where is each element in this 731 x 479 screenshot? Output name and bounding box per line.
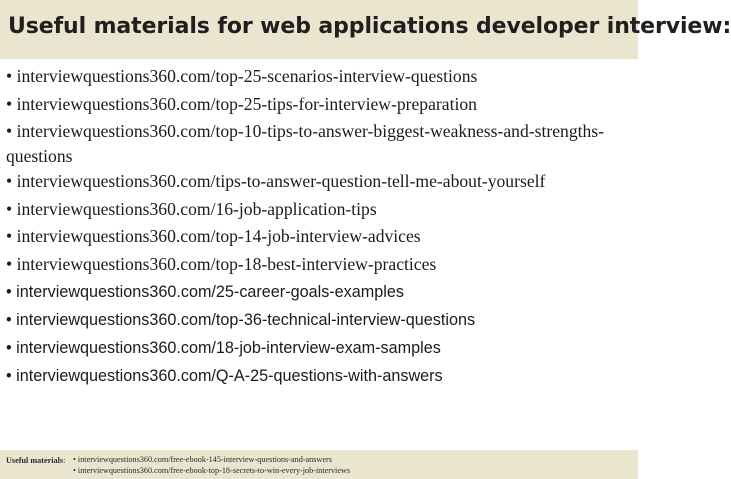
bullet-icon: • — [73, 455, 76, 464]
list-item-link[interactable]: interviewquestions360.com/top-18-best-interview-practices — [16, 253, 437, 274]
list-item-link[interactable]: interviewquestions360.com/top-25-tips-for-interview-preparation — [16, 93, 477, 114]
bullet-icon: • — [6, 311, 12, 329]
bullet-icon: • — [6, 93, 13, 114]
footer-label — [6, 456, 65, 465]
bullet-icon: • — [6, 253, 13, 274]
list-item-link[interactable]: interviewquestions360.com/16-job-application-tips — [16, 198, 377, 219]
bullet-icon: • — [6, 171, 13, 191]
list-item-link[interactable]: interviewquestions360.com/Q-A-25-questions-with-answers — [16, 367, 443, 385]
bullet-icon: • — [6, 121, 13, 141]
list-item-link[interactable]: interviewquestions360.com/top-10-tips-to-answer-biggest-weakness-and-strengths-questions — [6, 121, 605, 166]
list-item[interactable] — [0, 197, 630, 225]
bullet-icon: • — [6, 339, 12, 357]
list-item[interactable] — [0, 224, 630, 252]
list-item[interactable] — [0, 280, 630, 308]
list-item-link[interactable]: interviewquestions360.com/tips-to-answer-question-tell-me-about-yourself — [16, 171, 546, 191]
bullet-icon: • — [73, 465, 76, 475]
list-item-link[interactable]: interviewquestions360.com/25-career-goals-examples — [16, 283, 404, 301]
footer-colon: : — [63, 456, 66, 465]
footer-link-item[interactable] — [73, 455, 350, 466]
list-item[interactable] — [0, 92, 630, 120]
footer-links — [73, 455, 350, 476]
list-item[interactable] — [0, 364, 630, 392]
bullet-icon: • — [6, 226, 13, 246]
footer-band — [0, 450, 638, 479]
list-item[interactable] — [0, 169, 630, 197]
list-item-link[interactable]: interviewquestions360.com/top-25-scenarios-interview-questions — [16, 66, 478, 86]
list-item[interactable] — [0, 64, 630, 92]
footer-label-text: Useful materials — [6, 456, 64, 465]
list-item[interactable] — [0, 119, 630, 169]
list-item-link[interactable]: interviewquestions360.com/18-job-interview-exam-samples — [16, 339, 441, 357]
title-band — [0, 0, 731, 59]
slide-title: Useful materials for web applications developer interview: — [8, 14, 731, 39]
bullet-icon: • — [6, 283, 12, 301]
footer-link-item[interactable] — [73, 466, 350, 477]
footer-link[interactable]: interviewquestions360.com/free-ebook-145-interview-questions-and-answers — [77, 455, 332, 464]
list-item[interactable] — [0, 308, 630, 336]
list-item[interactable] — [0, 336, 630, 364]
list-item[interactable] — [0, 252, 630, 280]
footer-link[interactable]: interviewquestions360.com/free-ebook-top-18-secrets-to-win-every-job-interviews — [77, 465, 351, 475]
materials-list — [0, 64, 630, 392]
bullet-icon: • — [6, 367, 12, 385]
bullet-icon: • — [6, 198, 13, 219]
list-item-link[interactable]: interviewquestions360.com/top-36-technical-interview-questions — [16, 311, 476, 329]
list-item-link[interactable]: interviewquestions360.com/top-14-job-interview-advices — [16, 226, 421, 246]
bullet-icon: • — [6, 66, 13, 86]
